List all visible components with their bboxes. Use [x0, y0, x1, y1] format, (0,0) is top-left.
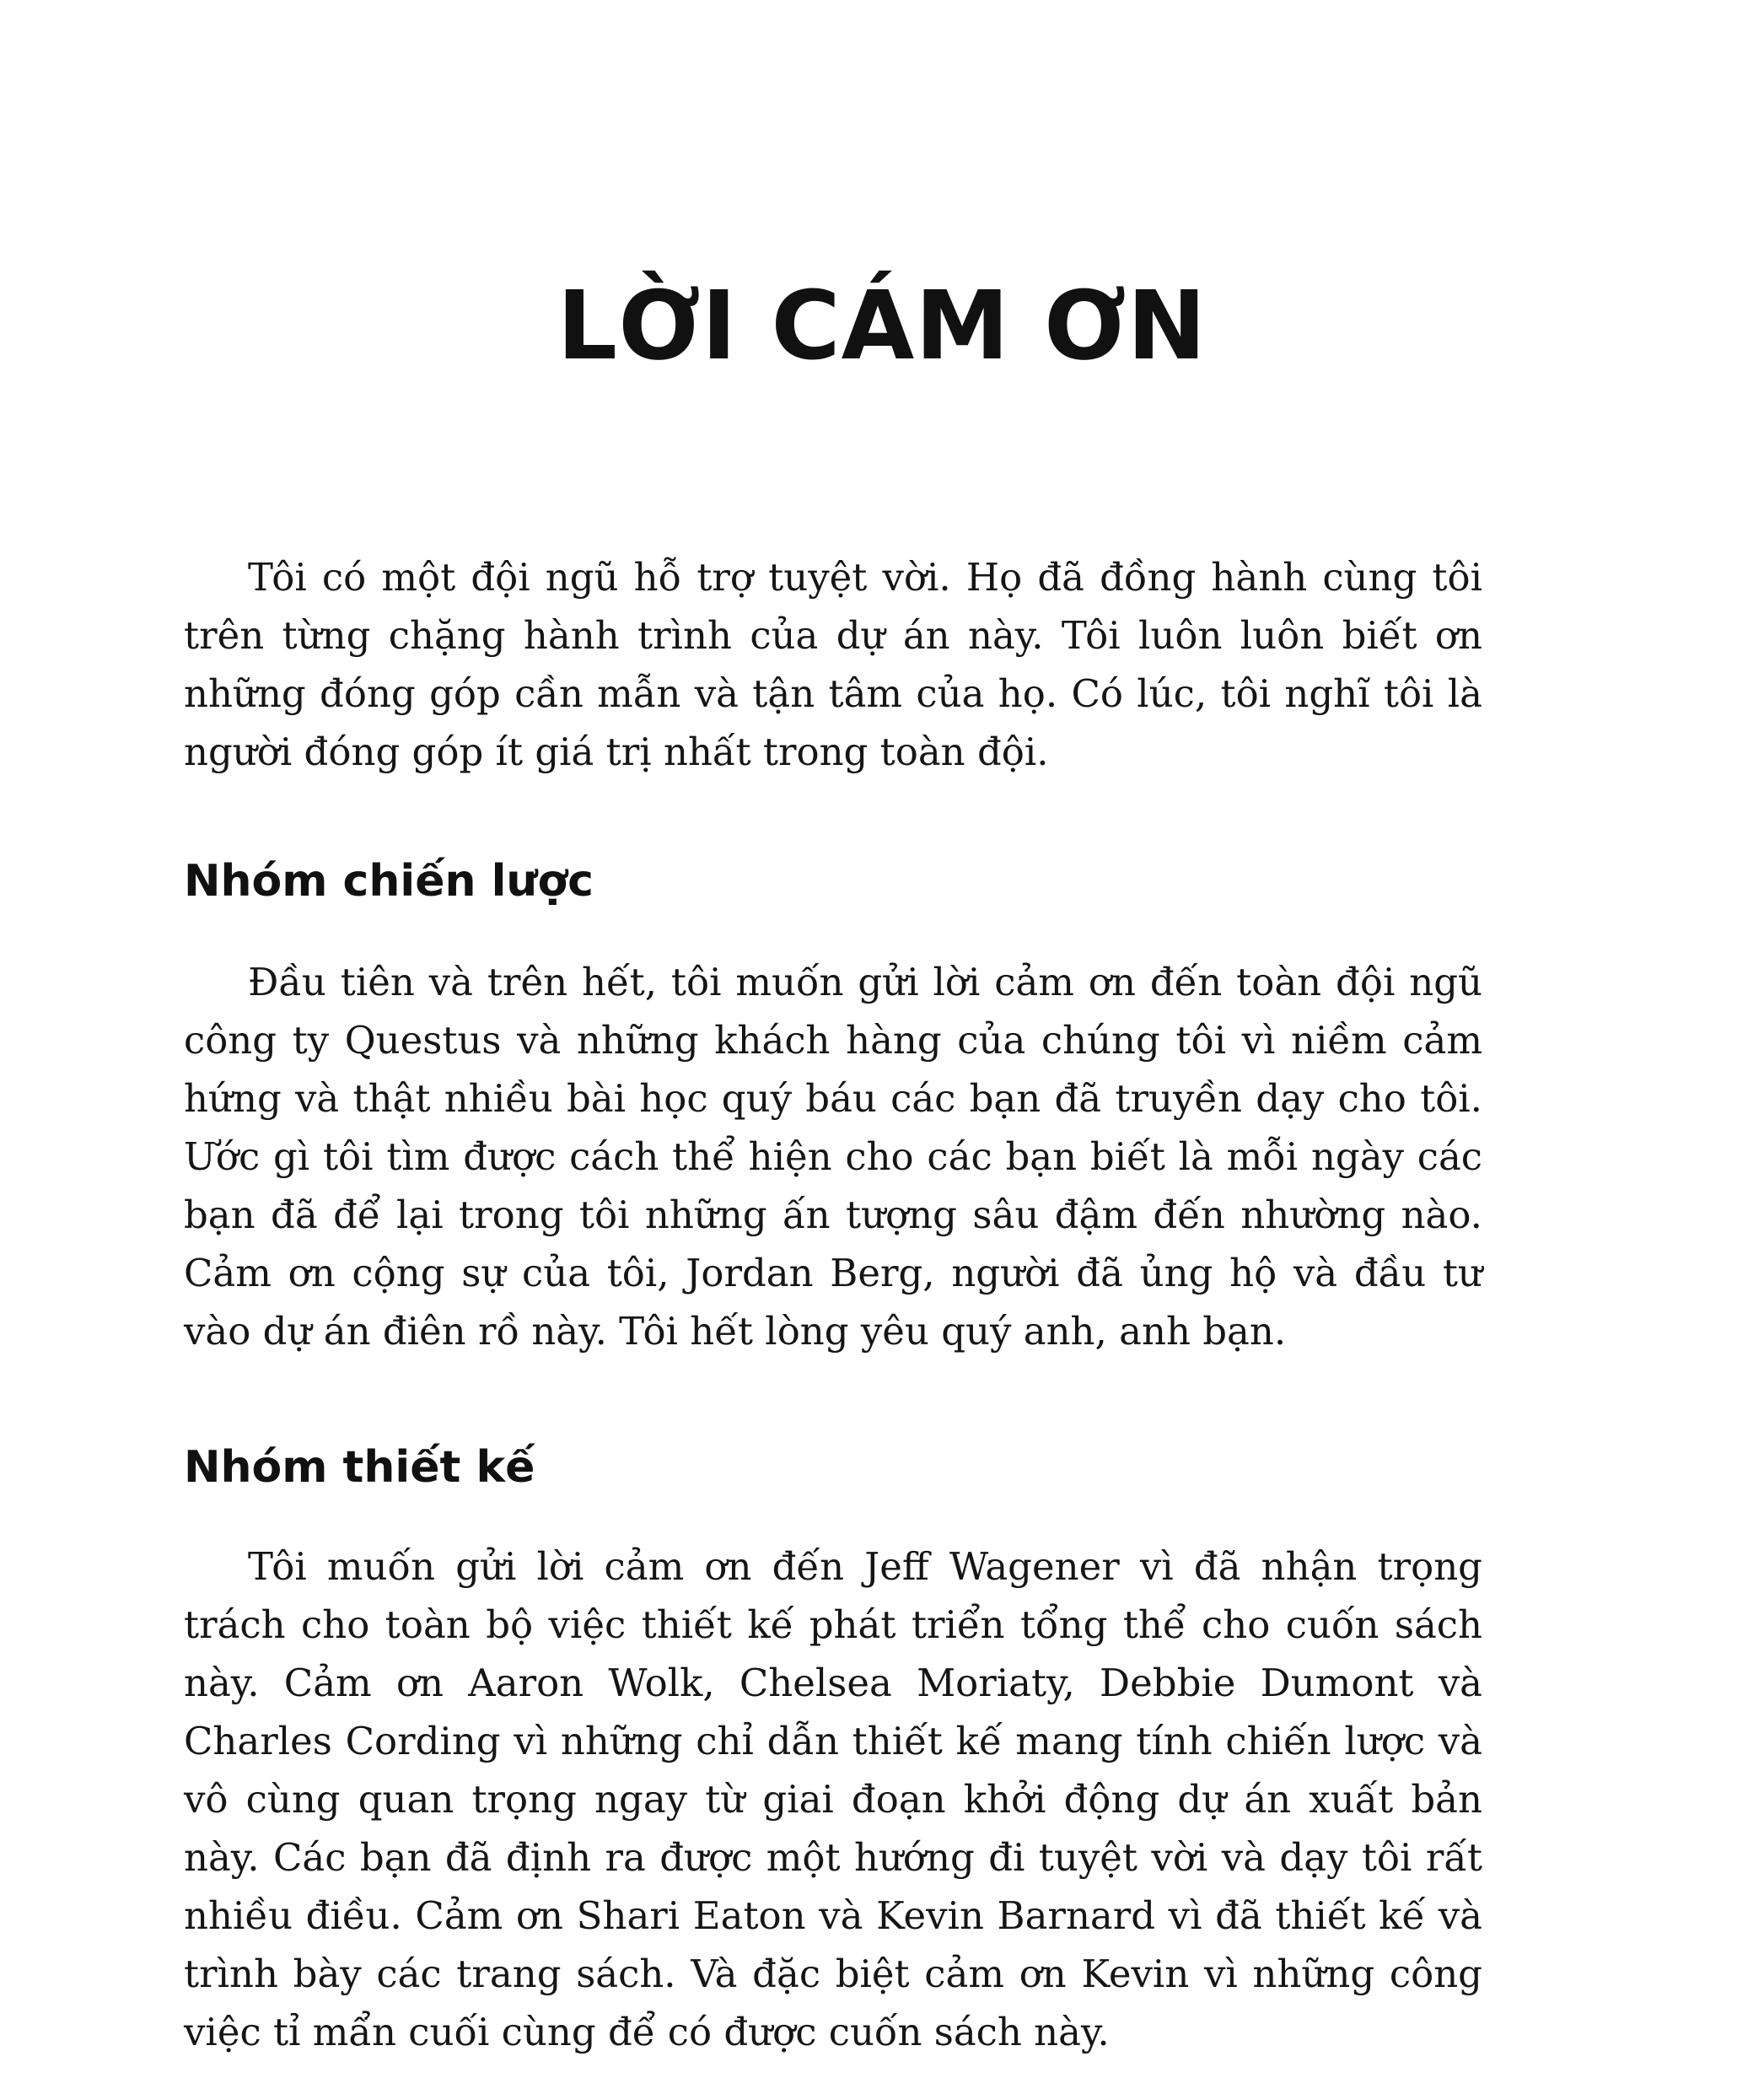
section-heading-strategy: Nhóm chiến lược: [184, 856, 594, 907]
section-body-strategy: Đầu tiên và trên hết, tôi muốn gửi lời cảm ơn đến toàn đội ngũ công ty Questus và những khách hàng của chúng tôi vì niềm cảm hứng và thật nhiều bài học quý báu các bạn đã truyền dạy cho tôi. Ước gì tôi tìm được cách thể hiện cho các bạn biết là mỗi ngày các bạn đã để lại trong tôi những ấn tượng sâu đậm đến nhường nào. Cảm ơn cộng sự của tôi, Jordan Berg, người đã ủng hộ và đầu tư vào dự án điên rồ này. Tôi hết lòng yêu quý anh, anh bạn.: [184, 960, 1482, 1354]
section-heading-design: Nhóm thiết kế: [184, 1442, 535, 1493]
page-content: [184, 548, 1482, 2061]
page-title: LỜI CÁM ƠN: [557, 272, 1207, 381]
section-body-design: Tôi muốn gửi lời cảm ơn đến Jeff Wagener vì đã nhận trọng trách cho toàn bộ việc thiết kế phát triển tổng thể cho cuốn sách này. Cảm ơn Aaron Wolk, Chelsea Moriaty, Debbie Dumont và Charles Cording vì những chỉ dẫn thiết kế mang tính chiến lược và vô cùng quan trọng ngay từ giai đoạn khởi động dự án xuất bản này. Các bạn đã định ra được một hướng đi tuyệt vời và dạy tôi rất nhiều điều. Cảm ơn Shari Eaton và Kevin Barnard vì đã thiết kế và trình bày các trang sách. Và đặc biệt cảm ơn Kevin vì những công việc tỉ mẩn cuối cùng để có được cuốn sách này.: [184, 1544, 1482, 2054]
intro-paragraph: Tôi có một đội ngũ hỗ trợ tuyệt vời. Họ đã đồng hành cùng tôi trên từng chặng hành trình của dự án này. Tôi luôn luôn biết ơn những đóng góp cần mẫn và tận tâm của họ. Có lúc, tôi nghĩ tôi là người đóng góp ít giá trị nhất trong toàn đội.: [184, 555, 1482, 774]
